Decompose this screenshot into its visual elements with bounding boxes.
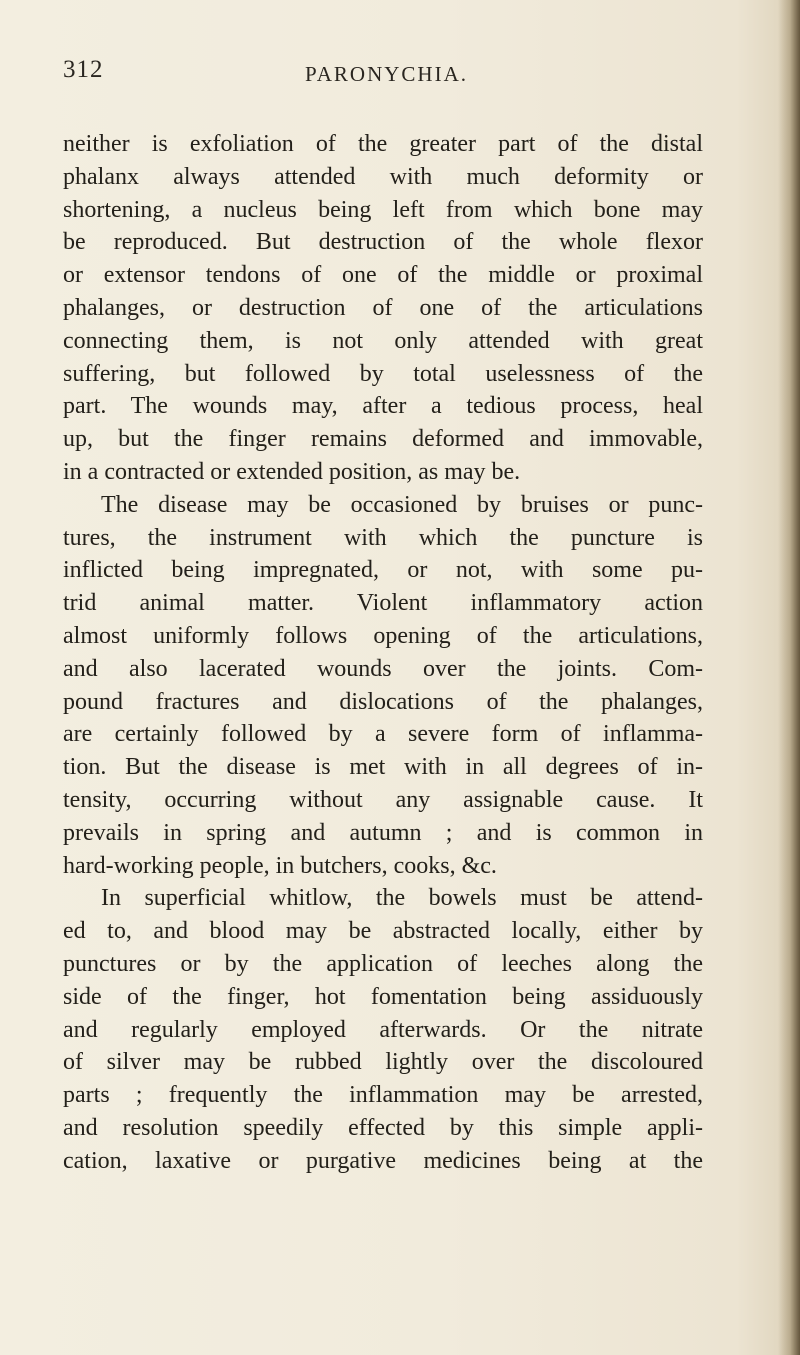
paragraph-last-line: hard-working people, in butchers, cooks, &c. (63, 852, 497, 879)
paragraph-last-line: in a contracted or extended position, as may be. (63, 458, 521, 485)
text-line: trid animal matter. Violent inflammatory action (63, 590, 703, 617)
text-line: almost uniformly follows opening of the articulations, (63, 622, 703, 649)
text-line: phalanx always attended with much deformity or (63, 163, 703, 190)
text-line: and regularly employed afterwards. Or the nitrate (63, 1016, 703, 1043)
text-line: ed to, and blood may be abstracted locally, either by (63, 918, 703, 945)
text-line: connecting them, is not only attended with great (63, 327, 703, 354)
paragraph-first-line: In superficial whitlow, the bowels must be attend- (101, 885, 703, 912)
page-edge-shadow (778, 0, 800, 1355)
text-line: and also lacerated wounds over the joints. Com- (63, 655, 703, 682)
text-line: inflicted being impregnated, or not, with some pu- (63, 557, 703, 584)
text-line: neither is exfoliation of the greater part of the distal (63, 131, 703, 157)
text-line: tion. But the disease is met with in all degrees of in- (63, 754, 703, 781)
text-line: phalanges, or destruction of one of the articulations (63, 294, 703, 321)
text-line: are certainly followed by a severe form of inflamma- (63, 721, 703, 748)
text-line: shortening, a nucleus being left from which bone may (63, 196, 703, 223)
text-line: prevails in spring and autumn ; and is common in (63, 819, 703, 846)
text-line: side of the finger, hot fomentation being assiduously (63, 983, 703, 1010)
page-number: 312 (63, 56, 104, 83)
text-line: suffering, but followed by total uselessness of the (63, 360, 703, 387)
running-title: PARONYCHIA. (305, 62, 469, 86)
text-line: or extensor tendons of one of the middle or proximal (63, 262, 703, 289)
paragraph-first-line: The disease may be occasioned by bruises or punc- (101, 491, 703, 518)
text-line: part. The wounds may, after a tedious process, heal (63, 393, 703, 420)
text-line: parts ; frequently the inflammation may be arrested, (63, 1082, 703, 1109)
text-line: tures, the instrument with which the puncture is (63, 524, 703, 551)
text-line: punctures or by the application of leeches along the (63, 950, 703, 977)
text-line: of silver may be rubbed lightly over the discoloured (63, 1049, 703, 1076)
body-text (63, 128, 703, 1178)
text-line: cation, laxative or purgative medicines being at the (63, 1147, 703, 1174)
text-line: up, but the finger remains deformed and immovable, (63, 426, 703, 453)
text-line: pound fractures and dislocations of the phalanges, (63, 688, 703, 715)
text-line: be reproduced. But destruction of the whole flexor (63, 229, 703, 256)
text-line: tensity, occurring without any assignable cause. It (63, 786, 703, 813)
text-line: and resolution speedily effected by this simple appli- (63, 1114, 703, 1141)
